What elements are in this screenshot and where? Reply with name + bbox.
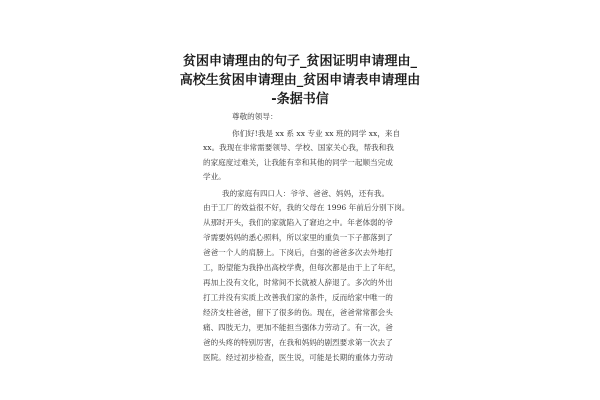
paragraph-2-line-11: 爸的头疼的特别厉害，在我和妈妈的剧烈要求第一次去了 bbox=[203, 338, 393, 347]
salutation: 尊敬的领导： bbox=[232, 112, 278, 121]
paragraph-2-line-2: 由于工厂的效益很不好，我的父母在 1996 年前后分别下岗。 bbox=[203, 203, 410, 212]
paragraph-2-line-5: 爸爸一个人的肩膀上。下岗后，自强的爸爸多次去外地打 bbox=[203, 248, 393, 257]
paragraph-2-line-10: 痛、四肢无力，更加不能担当强体力劳动了。有一次，爸 bbox=[203, 323, 393, 332]
paragraph-2-line-9: 经济支柱爸爸，留下了很多的伤。现在，爸爸常常都会头 bbox=[203, 308, 393, 317]
paragraph-2-line-7: 再加上没有文化，时常间不长就被人辞退了。多次的外出 bbox=[203, 278, 393, 287]
document-title-line-2: 高校生贫困申请理由_贫困申请表申请理由 bbox=[179, 73, 421, 88]
paragraph-2-line-3: 从那时开头，我们的家就陷入了窘迫之中。年老体弱的爷 bbox=[203, 218, 393, 227]
document-title-line-3: -条据书信 bbox=[271, 92, 329, 107]
paragraph-2-line-1: 我的家庭有四口人：爷爷、爸爸、妈妈，还有我。 bbox=[222, 189, 390, 198]
paragraph-1-line-2: xx。我现在非常需要领导、学校、国家关心我，帮我和我 bbox=[203, 143, 394, 152]
document-title-line-1: 贫困申请理由的句子_贫困证明申请理由_ bbox=[182, 54, 417, 69]
paragraph-2-line-12: 医院。经过初步检查，医生说，可能是长期的重体力劳动 bbox=[203, 353, 393, 362]
paragraph-2-line-4: 爷需要妈妈的悉心照料，所以家里的重负一下子都落到了 bbox=[203, 233, 393, 242]
paragraph-1-line-4: 学业。 bbox=[203, 172, 226, 181]
paragraph-1-line-1: 你们好!我是 xx 系 xx 专业 xx 班的同学 xx，来自 bbox=[232, 129, 401, 138]
paragraph-2-line-6: 工，盼望能为我挣出高校学费，但每次都是由于上了年纪， bbox=[203, 263, 401, 272]
paragraph-1-line-3: 的家庭度过难关，让我能有幸和其他的同学一起顺当完成 bbox=[203, 158, 393, 167]
paragraph-2-line-8: 打工并没有实质上改善我们家的条件，反而给家中唯一的 bbox=[203, 293, 393, 302]
